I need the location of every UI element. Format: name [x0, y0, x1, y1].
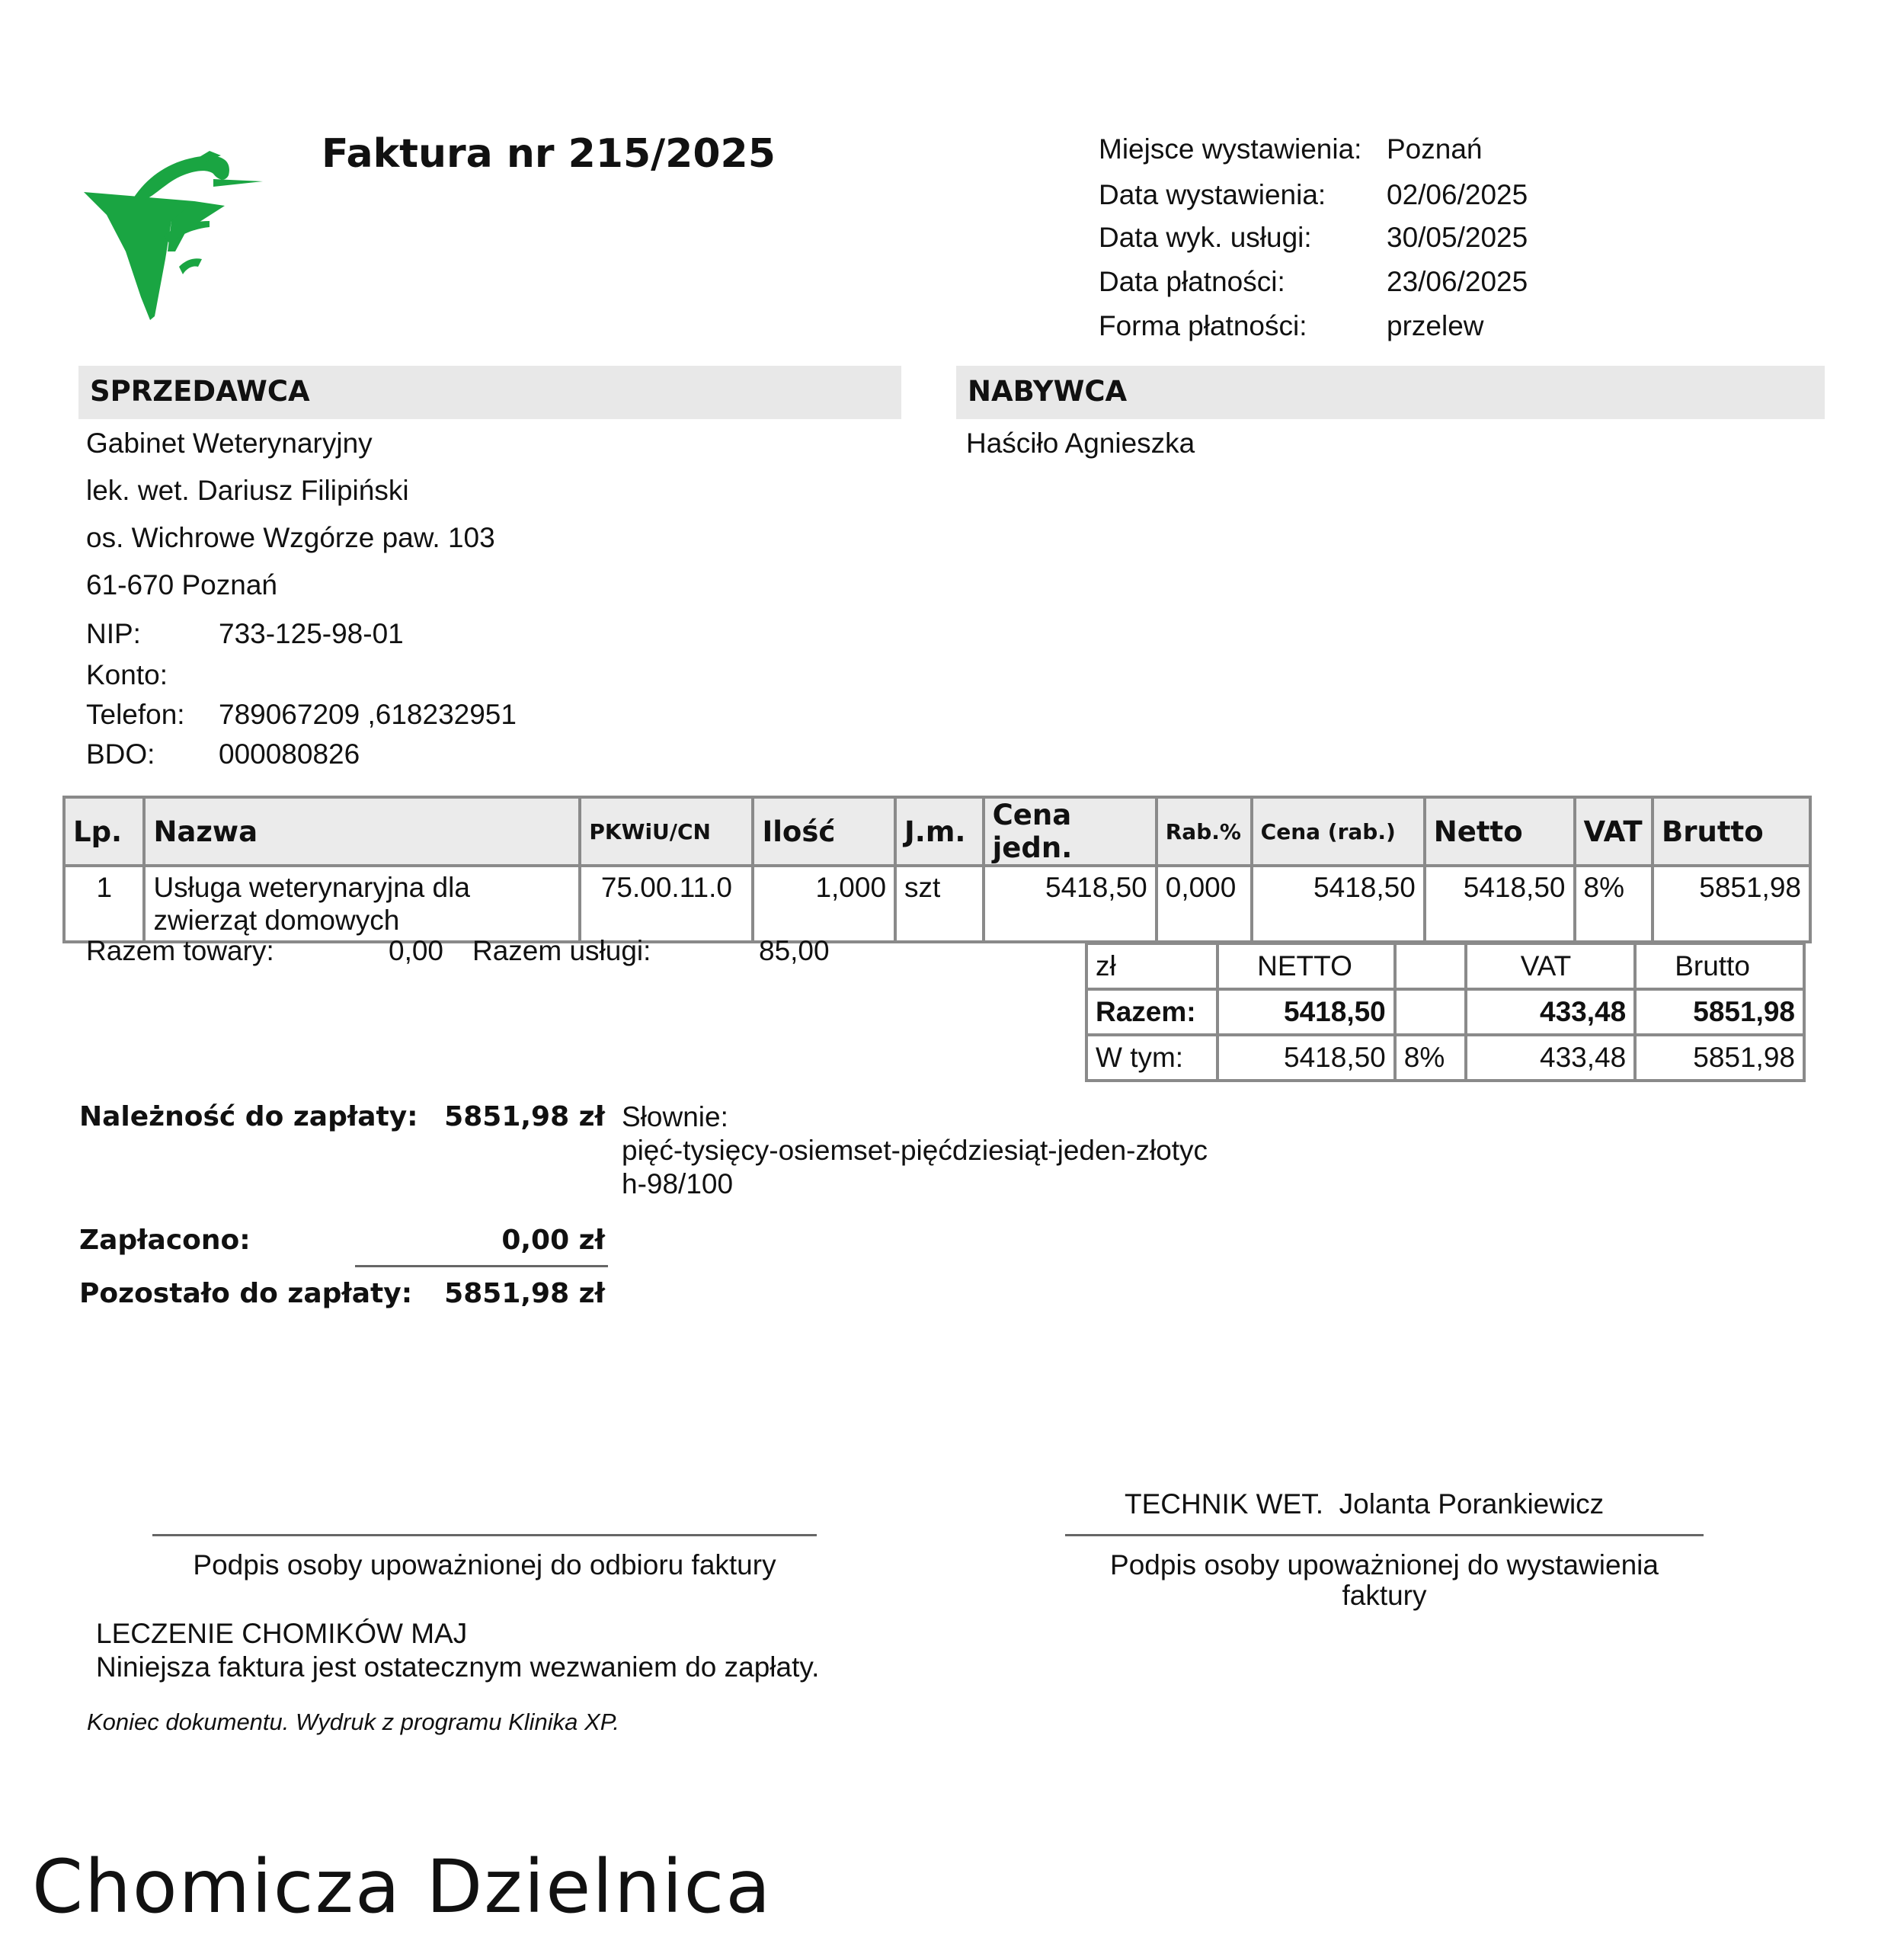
- amount-due-label: Należność do zapłaty:: [79, 1101, 418, 1132]
- vat-summary-table: [1085, 942, 1806, 1082]
- col-lp: Lp.: [64, 797, 144, 866]
- document-end-note: Koniec dokumentu. Wydruk z programu Klinika XP.: [87, 1709, 619, 1735]
- footer-brand: Chomicza Dzielnica: [32, 1844, 773, 1930]
- summary-col-net: NETTO: [1217, 943, 1395, 989]
- seller-bdo-label: BDO:: [86, 738, 155, 770]
- seller-line-2: lek. wet. Dariusz Filipiński: [86, 475, 409, 506]
- buyer-name: Haściło Agnieszka: [966, 428, 1195, 459]
- meta-value-service-date: 30/05/2025: [1387, 222, 1528, 253]
- summary-breakdown-gross: 5851,98: [1635, 1035, 1804, 1081]
- meta-label-payment-method: Forma płatności:: [1099, 310, 1307, 341]
- note-line-2: Niniejsza faktura jest ostatecznym wezwaniem do zapłaty.: [96, 1651, 820, 1683]
- issuer-signature-caption-1: Podpis osoby upoważnionej do wystawienia: [1110, 1549, 1659, 1580]
- col-unit: J.m.: [895, 797, 984, 866]
- meta-value-payment-date: 23/06/2025: [1387, 266, 1528, 297]
- summary-col-vat: VAT: [1466, 943, 1635, 989]
- paid-value: [427, 1224, 605, 1257]
- seller-line-4: 61-670 Poznań: [86, 569, 277, 600]
- buyer-heading: NABYWCA: [968, 375, 1128, 408]
- buyer-header: [956, 366, 1825, 419]
- amount-due-value-text: 5851,98 zł: [444, 1101, 605, 1132]
- cell-name: [144, 866, 580, 942]
- cell-lp: 1: [64, 866, 144, 942]
- seller-nip-label: NIP:: [86, 618, 141, 649]
- issuer-signature-line: [1065, 1534, 1704, 1536]
- paid-label: Zapłacono:: [79, 1225, 251, 1256]
- meta-value-issue-date: 02/06/2025: [1387, 179, 1528, 210]
- cell-pkwiu: 75.00.11.0: [580, 866, 753, 942]
- cell-net: 5418,50: [1425, 866, 1575, 942]
- remaining-label: Pozostało do zapłaty:: [79, 1278, 413, 1309]
- summary-header-row: [1086, 943, 1804, 989]
- meta-label-service-date: Data wyk. usługi:: [1099, 222, 1312, 253]
- meta-label-issue-date: Data wystawienia:: [1099, 179, 1326, 210]
- remaining-value-text: 5851,98 zł: [444, 1278, 605, 1309]
- seller-phone-label: Telefon:: [86, 699, 185, 730]
- summary-total-vat: 433,48: [1466, 989, 1635, 1035]
- receiver-signature-line: [152, 1534, 817, 1536]
- goods-total-label: Razem towary:: [86, 935, 274, 966]
- cell-gross: 5851,98: [1653, 866, 1810, 942]
- summary-breakdown-row: [1086, 1035, 1804, 1081]
- col-price: Cena jedn.: [984, 797, 1157, 866]
- cell-qty: 1,000: [753, 866, 895, 942]
- issuer-signature-caption-2: faktury: [1342, 1580, 1427, 1611]
- cell-price-disc: 5418,50: [1252, 866, 1425, 942]
- summary-total-row: [1086, 989, 1804, 1035]
- items-table: [62, 796, 1812, 943]
- summary-col-rate: [1395, 943, 1466, 989]
- invoice-title: Faktura nr 215/2025: [322, 131, 776, 177]
- services-total-value: 85,00: [759, 935, 830, 966]
- amount-words-label: Słownie:: [622, 1101, 728, 1132]
- summary-total-rate: [1395, 989, 1466, 1035]
- col-net: Netto: [1425, 797, 1575, 866]
- col-discount: Rab.%: [1157, 797, 1252, 866]
- items-header-row: [64, 797, 1810, 866]
- meta-label-payment-date: Data płatności:: [1099, 266, 1285, 297]
- amount-words-line-1: pięć-tysięcy-osiemset-pięćdziesiąt-jeden-złotyc: [622, 1135, 1208, 1166]
- issuer-name: TECHNIK WET. Jolanta Porankiewicz: [1125, 1488, 1605, 1520]
- receiver-signature-caption: Podpis osoby upoważnionej do odbioru faktury: [193, 1549, 776, 1580]
- note-line-1: LECZENIE CHOMIKÓW MAJ: [96, 1618, 468, 1649]
- col-name: Nazwa: [144, 797, 580, 866]
- summary-total-label: Razem:: [1086, 989, 1217, 1035]
- summary-breakdown-net: 5418,50: [1217, 1035, 1395, 1081]
- table-row: [64, 866, 1810, 942]
- seller-heading: SPRZEDAWCA: [90, 375, 310, 408]
- amount-words-line-2: h-98/100: [622, 1168, 734, 1199]
- summary-col-currency: zł: [1086, 943, 1217, 989]
- meta-label-place: Miejsce wystawienia:: [1099, 133, 1362, 165]
- summary-breakdown-vat: 433,48: [1466, 1035, 1635, 1081]
- seller-header: [78, 366, 901, 419]
- cell-vat: 8%: [1575, 866, 1653, 942]
- meta-value-place: Poznań: [1387, 133, 1483, 165]
- col-vat: VAT: [1575, 797, 1653, 866]
- col-gross: Brutto: [1653, 797, 1810, 866]
- goods-total-value: 0,00: [389, 935, 444, 966]
- summary-breakdown-label: W tym:: [1086, 1035, 1217, 1081]
- summary-total-net: 5418,50: [1217, 989, 1395, 1035]
- seller-line-1: Gabinet Weterynaryjny: [86, 428, 373, 459]
- summary-col-gross: Brutto: [1635, 943, 1804, 989]
- col-qty: Ilość: [753, 797, 895, 866]
- seller-phone-value: 789067209 ,618232951: [219, 699, 517, 730]
- seller-account-label: Konto:: [86, 659, 168, 690]
- cell-name-line-2: zwierząt domowych: [153, 904, 400, 936]
- summary-breakdown-rate: 8%: [1395, 1035, 1466, 1081]
- seller-bdo-value: 000080826: [219, 738, 360, 770]
- col-price-disc: Cena (rab.): [1252, 797, 1425, 866]
- col-pkwiu: PKWiU/CN: [580, 797, 753, 866]
- seller-nip-value: 733-125-98-01: [219, 618, 404, 649]
- meta-value-payment-method: przelew: [1387, 310, 1484, 341]
- paid-value-text: 0,00 zł: [501, 1225, 605, 1256]
- services-total-label: Razem usługi:: [472, 935, 651, 966]
- cell-price: 5418,50: [984, 866, 1157, 942]
- paid-underline: [355, 1265, 608, 1267]
- clinic-logo: [80, 145, 278, 328]
- veterinary-v-snake-logo-icon: [80, 145, 278, 328]
- cell-name-line-1: Usługa weterynaryjna dla: [153, 872, 470, 903]
- remaining-value: [427, 1277, 605, 1310]
- summary-total-gross: 5851,98: [1635, 989, 1804, 1035]
- cell-unit: szt: [895, 866, 984, 942]
- seller-line-3: os. Wichrowe Wzgórze paw. 103: [86, 522, 495, 553]
- amount-due-value: [427, 1100, 605, 1133]
- cell-discount: 0,000: [1157, 866, 1252, 942]
